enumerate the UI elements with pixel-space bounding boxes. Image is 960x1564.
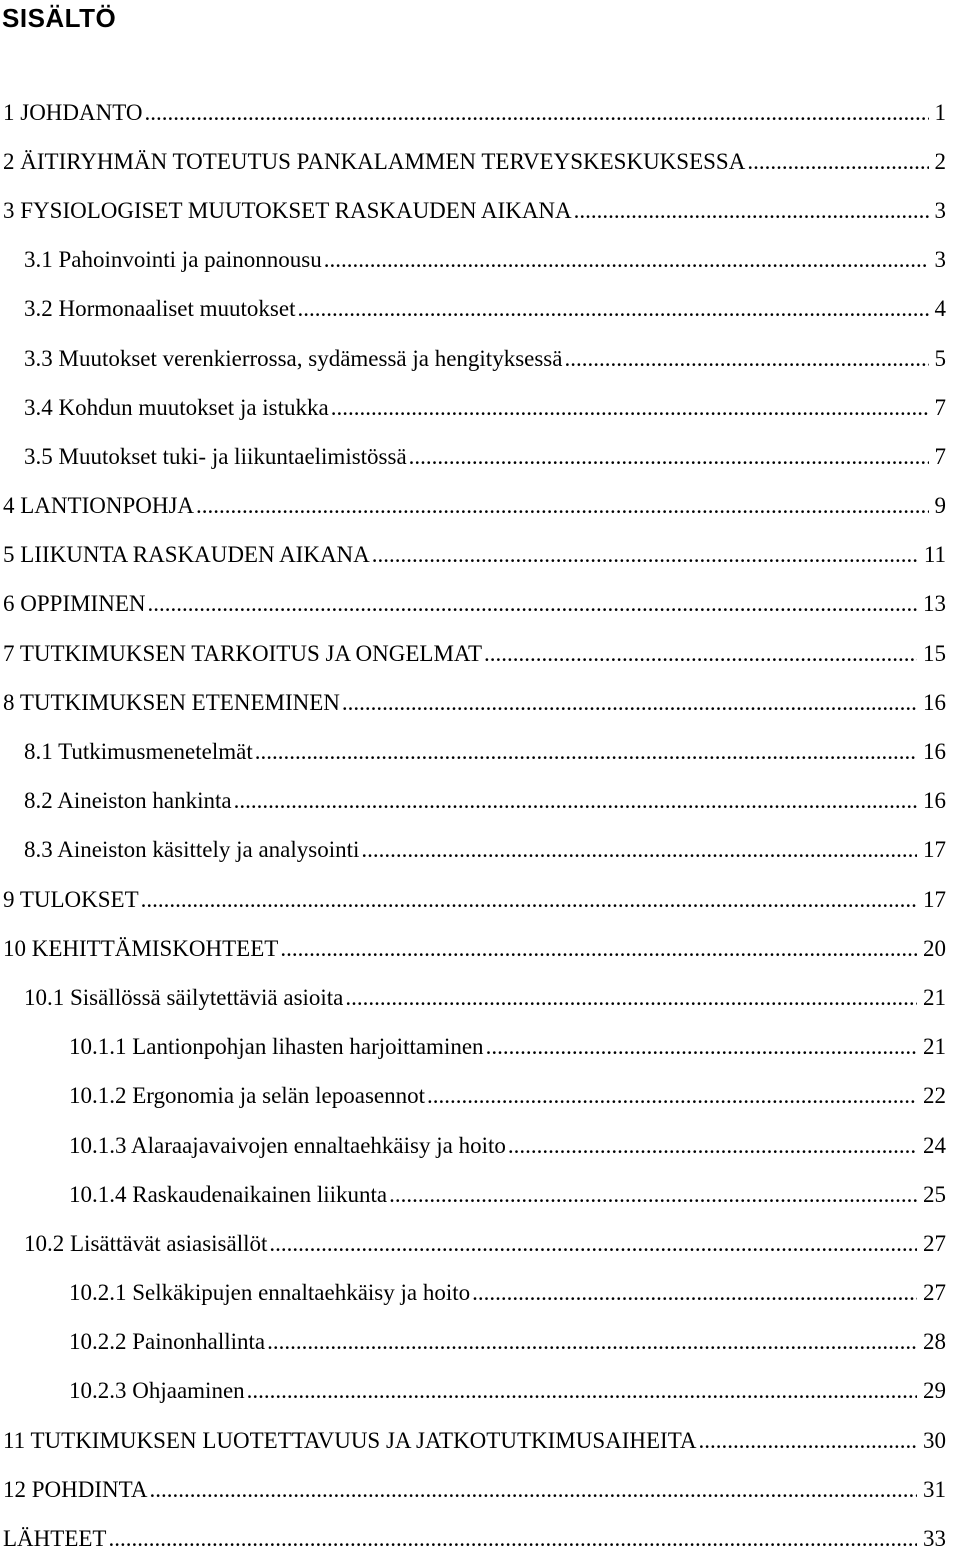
toc-dot-leader xyxy=(324,247,929,273)
toc-dot-leader xyxy=(269,1231,917,1257)
toc-entry-label: 10.2.1 Selkäkipujen ennaltaehkäisy ja hoito xyxy=(69,1280,471,1306)
toc-entry-label: 1 JOHDANTO xyxy=(3,99,143,125)
toc-entry-page-number: 7 xyxy=(934,394,946,420)
toc-entry[interactable] xyxy=(0,1367,946,1416)
toc-entry[interactable] xyxy=(0,334,946,383)
toc-entry[interactable] xyxy=(0,1219,946,1268)
toc-entry-page-number: 9 xyxy=(934,493,946,519)
toc-entry[interactable] xyxy=(0,531,946,580)
toc-entry-page-number: 22 xyxy=(923,1083,946,1109)
toc-entry-label: 3.3 Muutokset verenkierrossa, sydämessä ja hengityksessä xyxy=(24,345,563,371)
toc-entry[interactable] xyxy=(0,432,946,481)
toc-dot-leader xyxy=(145,100,929,126)
toc-entry[interactable] xyxy=(0,1072,946,1121)
toc-entry-label: 3.5 Muutokset tuki- ja liikuntaelimistössä xyxy=(24,443,407,469)
toc-entry[interactable] xyxy=(0,186,946,235)
toc-dot-leader xyxy=(508,1133,917,1159)
toc-dot-leader xyxy=(147,591,917,617)
toc-entry[interactable] xyxy=(0,924,946,973)
toc-entry[interactable] xyxy=(0,383,946,432)
toc-entry-label: LÄHTEET xyxy=(3,1526,107,1552)
toc-entry-page-number: 24 xyxy=(923,1132,946,1158)
page-title: SISÄLTÖ xyxy=(2,3,117,33)
toc-entry-label: 3.1 Pahoinvointi ja painonnousu xyxy=(24,247,322,273)
toc-dot-leader xyxy=(141,887,917,913)
toc-entry-page-number: 16 xyxy=(923,788,946,814)
toc-entry-label: 11 TUTKIMUKSEN LUOTETTAVUUS JA JATKOTUTKIMUSAIHEITA xyxy=(3,1427,697,1453)
toc-entry-page-number: 13 xyxy=(923,591,946,617)
toc-dot-leader xyxy=(331,395,929,421)
toc-entry[interactable] xyxy=(0,777,946,826)
toc-entry-page-number: 20 xyxy=(923,935,946,961)
toc-entry-label: 10.2.3 Ohjaaminen xyxy=(69,1378,245,1404)
toc-entry[interactable] xyxy=(0,973,946,1022)
toc-entry-page-number: 27 xyxy=(923,1230,946,1256)
toc-entry-label: 10 KEHITTÄMISKOHTEET xyxy=(3,935,279,961)
toc-entry-page-number: 3 xyxy=(934,197,946,223)
toc-entry[interactable] xyxy=(0,1121,946,1170)
toc-dot-leader xyxy=(280,936,917,962)
toc-dot-leader xyxy=(298,296,929,322)
toc-entry[interactable] xyxy=(0,727,946,776)
toc-entry-page-number: 17 xyxy=(923,886,946,912)
toc-dot-leader xyxy=(472,1280,917,1306)
toc-entry[interactable] xyxy=(0,1269,946,1318)
toc-entry-label: 10.1.3 Alaraajavaivojen ennaltaehkäisy ja hoito xyxy=(69,1132,506,1158)
toc-dot-leader xyxy=(372,542,918,568)
toc-entry-page-number: 30 xyxy=(923,1427,946,1453)
toc-entry[interactable] xyxy=(0,236,946,285)
toc-dot-leader xyxy=(409,444,929,470)
toc-entry-page-number: 2 xyxy=(934,148,946,174)
toc-entry-label: 4 LANTIONPOHJA xyxy=(3,493,195,519)
toc-entry-page-number: 11 xyxy=(923,542,946,568)
toc-dot-leader xyxy=(345,985,917,1011)
toc-entry[interactable] xyxy=(0,285,946,334)
toc-entry[interactable] xyxy=(0,1023,946,1072)
toc-dot-leader xyxy=(564,346,928,372)
toc-entry-label: 5 LIIKUNTA RASKAUDEN AIKANA xyxy=(3,542,370,568)
toc-entry-page-number: 25 xyxy=(923,1181,946,1207)
toc-entry-page-number: 3 xyxy=(934,247,946,273)
toc-entry-page-number: 28 xyxy=(923,1329,946,1355)
toc-entry[interactable] xyxy=(0,482,946,531)
toc-entry[interactable] xyxy=(0,137,946,186)
toc-entry-page-number: 31 xyxy=(923,1476,946,1502)
toc-entry[interactable] xyxy=(0,875,946,924)
toc-entry[interactable] xyxy=(0,1170,946,1219)
toc-entry[interactable] xyxy=(0,826,946,875)
toc-entry-page-number: 1 xyxy=(934,99,946,125)
toc-entry-label: 8.3 Aineiston käsittely ja analysointi xyxy=(24,837,360,863)
toc-entry-page-number: 21 xyxy=(923,1034,946,1060)
toc-dot-leader xyxy=(361,837,917,863)
toc-dot-leader xyxy=(342,690,917,716)
toc-entry[interactable] xyxy=(0,1318,946,1367)
toc-dot-leader xyxy=(486,1034,917,1060)
toc-dot-leader xyxy=(747,149,928,175)
toc-dot-leader xyxy=(247,1378,917,1404)
toc-entry-page-number: 7 xyxy=(934,443,946,469)
toc-entry-label: 12 POHDINTA xyxy=(3,1476,148,1502)
table-of-contents xyxy=(0,88,946,1564)
toc-dot-leader xyxy=(389,1182,917,1208)
toc-dot-leader xyxy=(699,1428,917,1454)
toc-entry-label: 3 FYSIOLOGISET MUUTOKSET RASKAUDEN AIKANA xyxy=(3,197,572,223)
toc-entry-label: 9 TULOKSET xyxy=(3,886,139,912)
toc-entry[interactable] xyxy=(0,1514,946,1563)
toc-entry-label: 2 ÄITIRYHMÄN TOTEUTUS PANKALAMMEN TERVEYSKESKUKSESSA xyxy=(3,148,746,174)
toc-dot-leader xyxy=(255,739,917,765)
toc-entry-page-number: 29 xyxy=(923,1378,946,1404)
toc-entry[interactable] xyxy=(0,678,946,727)
toc-entry-label: 10.1 Sisällössä säilytettäviä asioita xyxy=(24,984,344,1010)
toc-entry[interactable] xyxy=(0,1416,946,1465)
toc-entry-page-number: 33 xyxy=(923,1526,946,1552)
toc-entry-label: 10.2.2 Painonhallinta xyxy=(69,1329,266,1355)
toc-dot-leader xyxy=(234,788,917,814)
toc-entry-label: 8.1 Tutkimusmenetelmät xyxy=(24,739,253,765)
toc-entry[interactable] xyxy=(0,1465,946,1514)
toc-dot-leader xyxy=(196,493,928,519)
toc-dot-leader xyxy=(484,641,917,667)
toc-entry[interactable] xyxy=(0,580,946,629)
toc-entry-page-number: 5 xyxy=(934,345,946,371)
toc-entry-page-number: 21 xyxy=(923,984,946,1010)
toc-entry-page-number: 15 xyxy=(923,640,946,666)
toc-entry[interactable] xyxy=(0,88,946,137)
toc-entry-label: 3.4 Kohdun muutokset ja istukka xyxy=(24,394,329,420)
toc-entry-page-number: 16 xyxy=(923,739,946,765)
toc-entry-page-number: 4 xyxy=(934,296,946,322)
toc-dot-leader xyxy=(427,1083,917,1109)
toc-dot-leader xyxy=(267,1329,917,1355)
toc-dot-leader xyxy=(108,1526,917,1552)
toc-entry-label: 3.2 Hormonaaliset muutokset xyxy=(24,296,296,322)
toc-entry-label: 10.1.1 Lantionpohjan lihasten harjoittaminen xyxy=(69,1034,484,1060)
toc-entry[interactable] xyxy=(0,629,946,678)
toc-entry-label: 8 TUTKIMUKSEN ETENEMINEN xyxy=(3,689,340,715)
toc-dot-leader xyxy=(574,198,929,224)
toc-entry-label: 10.1.2 Ergonomia ja selän lepoasennot xyxy=(69,1083,425,1109)
toc-entry-label: 6 OPPIMINEN xyxy=(3,591,146,617)
toc-entry-page-number: 27 xyxy=(923,1280,946,1306)
toc-entry-label: 8.2 Aineiston hankinta xyxy=(24,788,232,814)
toc-dot-leader xyxy=(149,1477,917,1503)
toc-entry-label: 7 TUTKIMUKSEN TARKOITUS JA ONGELMAT xyxy=(3,640,483,666)
toc-entry-page-number: 16 xyxy=(923,689,946,715)
toc-entry-label: 10.2 Lisättävät asiasisällöt xyxy=(24,1230,268,1256)
toc-entry-label: 10.1.4 Raskaudenaikainen liikunta xyxy=(69,1181,388,1207)
toc-entry-page-number: 17 xyxy=(923,837,946,863)
